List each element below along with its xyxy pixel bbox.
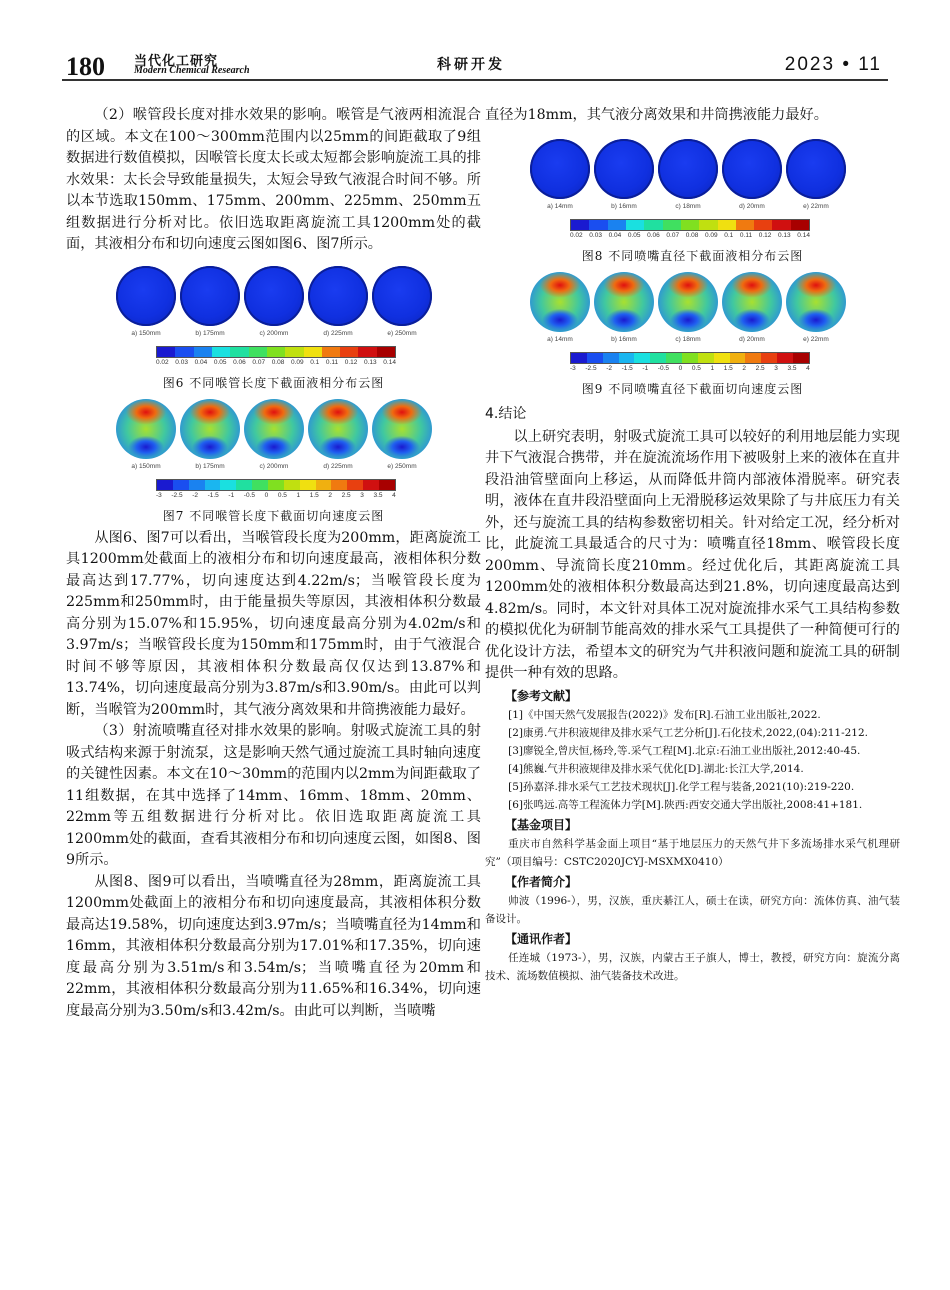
colorbar-swatch (285, 347, 303, 357)
colorbar-swatch (284, 480, 300, 490)
colorbar-tick-label: 1 (296, 491, 301, 499)
colorbar-swatch (589, 220, 607, 230)
colorbar-tick-label: -1.5 (207, 491, 219, 499)
paragraph: （2）喉管段长度对排水效果的影响。喉管是气液两相流混合的区域。本文在100～300mm范围内以25mm的间距截取了9组数据进行数值模拟，因喉管长度太长或太短都会影响旋流工具的排水效果：太长会导致能量损失，太短会导致气液混合时间不够。所以本节选取150mm、175mm、200mm、225mm、250mm五组数据进行分析对比。依旧选取距离旋流工具1200mm处的截面，其液相分布和切向速度云图如图6、图7所示。 (66, 107, 481, 252)
figure-caption: 图8 不同喷嘴直径下截面液相分布云图 (581, 248, 804, 263)
colorbar-tick-label: 0.05 (213, 358, 227, 366)
colorbar-swatch (736, 220, 754, 230)
liquid-contour (244, 266, 304, 326)
colorbar-tick-label: 0.02 (156, 358, 169, 366)
colorbar-labels (570, 232, 810, 239)
colorbar-strip (570, 352, 810, 364)
colorbar-swatch (189, 480, 205, 490)
paragraph: 以上研究表明，射吸式旋流工具可以较好的利用地层能力实现井下气液混合携带，并在旋流流场作用下被吸射上来的液体在直井段沿油管壁面向上移运，从而降低井筒内部液体滑脱率。研究表明，液体在直井段沿壁面向上无滑脱移运效果除了与井底压力有关外，还与旋流工具的结构参数密切相关。针对给定工况，经分析对比，此旋流工具最适合的尺寸为：喷嘴直径18mm、喉管段长度200mm、导流筒长度210mm。经过优化后，其距离旋流工具1200mm处的液相体积分数最高达到21.8%，切向速度最高达到4.82m/s。同时，本文针对具体工况对旋流排水采气工具结构参数的模拟优化为研制节能高效的排水采气工具提供了一种简便可行的优化设计方法，希望本文的研究为气井积液问题和旋流工具的研制提供一种有效的思路。 (485, 428, 900, 681)
colorbar-tick-label: -0.5 (243, 491, 255, 499)
colorbar-swatch (793, 353, 809, 363)
colorbar-tick-label: 0.13 (778, 231, 791, 239)
contour-row (66, 262, 481, 346)
colorbar-swatch (772, 220, 790, 230)
colorbar-swatch (175, 347, 193, 357)
velocity-contour (116, 399, 176, 459)
colorbar-tick-label: -2.5 (171, 491, 183, 499)
colorbar-swatch (745, 353, 761, 363)
colorbar-swatch (777, 353, 793, 363)
colorbar-swatch (236, 480, 252, 490)
contour-row (485, 135, 900, 219)
colorbar-swatch (316, 480, 332, 490)
colorbar-swatch (377, 347, 395, 357)
colorbar-tick-label: 0.12 (344, 358, 358, 366)
velocity-contour (594, 272, 654, 332)
colorbar-tick-label: -1.5 (621, 364, 633, 372)
subfigure-label: a) 14mm (547, 335, 573, 343)
colorbar-tick-label: 0.06 (233, 358, 246, 366)
right-column (485, 105, 900, 985)
colorbar-swatch (249, 347, 267, 357)
subfigure-label: c) 18mm (675, 335, 701, 343)
colorbar-tick-label: 0.1 (310, 358, 320, 366)
colorbar-tick-label: 0.13 (364, 358, 377, 366)
velocity-contour (244, 399, 304, 459)
colorbar-swatch (571, 220, 589, 230)
colorbar-tick-label: 2 (328, 491, 333, 499)
colorbar-swatch (267, 347, 285, 357)
colorbar-swatch (718, 220, 736, 230)
colorbar-tick-label: 0.09 (290, 358, 304, 366)
header-rule (62, 79, 888, 81)
colorbar-tick-label: 0.02 (570, 231, 583, 239)
reference-item: [2]康勇.气井积液规律及排水采气工艺分析[J].石化技术,2022,(04):211-212. (508, 726, 868, 739)
colorbar-tick-label: -1 (228, 491, 235, 499)
colorbar-strip (570, 219, 810, 231)
colorbar-swatch (358, 347, 376, 357)
author-text: 帅波（1996-），男，汉族，重庆綦江人，硕士在读，研究方向：流体仿真、油气装备设计。 (485, 894, 900, 925)
subfigure-label: e) 250mm (387, 329, 417, 337)
colorbar-swatch (157, 347, 175, 357)
subfigure-label: d) 225mm (323, 329, 353, 337)
colorbar-swatch (761, 353, 777, 363)
colorbar-swatch (754, 220, 772, 230)
subfigure-label: a) 14mm (547, 202, 573, 210)
paragraph: 从图6、图7可以看出，当喉管段长度为200mm，距离旋流工具1200mm处截面上的液相分布和切向速度最高，液相体积分数最高达到17.77%，切向速度达到4.22m/s；当喉管段长度为225mm和250mm时，由于能量损失等原因，其液相体积分数最高分别为15.07%和15.95%，切向速度最高分别为4.02m/s和3.97m/s；当喉管段长度为150mm和175mm时，由于气液混合时间不够等原因，其液相体积分数最高仅仅达到13.87%和13.74%，切向速度最高分别为3.87m/s和3.90m/s。由此可以判断，当喉管为200mm时，其气液分离效果和井筒携液能力最好。 (66, 529, 481, 718)
colorbar-tick-label: 0.03 (175, 358, 188, 366)
colorbar-swatch (347, 480, 363, 490)
colorbar-swatch (363, 480, 379, 490)
velocity-contour (308, 399, 368, 459)
colorbar-tick-label: 0.1 (724, 231, 734, 239)
colorbar-swatch (644, 220, 662, 230)
reference-item: [1]《中国天然气发展报告(2022)》发布[R].石油工业出版社,2022. (508, 708, 821, 721)
colorbar-tick-label: 0.04 (194, 358, 208, 366)
colorbar-tick-label: 0.03 (589, 231, 602, 239)
colorbar-swatch (252, 480, 268, 490)
colorbar-tick-label: 0 (678, 364, 683, 372)
colorbar-tick-label: 0.14 (383, 358, 396, 366)
colorbar-swatch (340, 347, 358, 357)
colorbar-swatch (698, 353, 714, 363)
subfigure-label: a) 150mm (131, 462, 161, 470)
subfigure-label: b) 16mm (611, 335, 637, 343)
liquid-contour (116, 266, 176, 326)
colorbar-swatch (331, 480, 347, 490)
colorbar-tick-label: 0.11 (739, 231, 753, 239)
colorbar-swatch (730, 353, 746, 363)
velocity-contour (372, 399, 432, 459)
colorbar-tick-label: 0.04 (608, 231, 622, 239)
colorbar-swatch (173, 480, 189, 490)
figure-9 (485, 268, 900, 397)
subfigure-label: e) 250mm (387, 462, 417, 470)
colorbar-swatch (212, 347, 230, 357)
colorbar-tick-label: 0.08 (271, 358, 285, 366)
section-name: 科研开发 (437, 57, 505, 73)
subfigure-label: c) 200mm (259, 462, 289, 470)
paragraph: 从图8、图9可以看出，当喷嘴直径为28mm，距离旋流工具1200mm处截面上的液相分布和切向速度最高，其液相体积分数最高达19.58%，切向速度达到3.97m/s；当喷嘴直径为14mm和16mm，其液相体积分数最高分别为17.01%和17.35%，切向速度最高分别为3.51m/s和3.54m/s；当喷嘴直径为20mm和22mm，其液相体积分数最高分别为11.65%和16.34%，切向速度最高分别为3.50m/s和3.42m/s。由此可以判断，当喷嘴 (66, 873, 481, 1019)
colorbar-swatch (322, 347, 340, 357)
colorbar-swatch (619, 353, 635, 363)
liquid-contour (308, 266, 368, 326)
colorbar-tick-label: 0.12 (758, 231, 772, 239)
colorbar-labels (156, 359, 396, 366)
colorbar-tick-label: 0.5 (277, 491, 287, 499)
velocity-contour (530, 272, 590, 332)
velocity-contour (722, 272, 782, 332)
colorbar-swatch (714, 353, 730, 363)
colorbar-tick-label: 0.08 (685, 231, 699, 239)
colorbar-tick-label: 0.11 (325, 358, 339, 366)
colorbar-swatch (791, 220, 809, 230)
subfigure-label: b) 16mm (611, 202, 637, 210)
colorbar-swatch (682, 353, 698, 363)
author-heading: 【作者简介】 (505, 874, 578, 889)
figure-caption: 图9 不同喷嘴直径下截面切向速度云图 (581, 381, 804, 396)
reference-item: [5]孙嘉泽.排水采气工艺技术现状[J].化学工程与装备,2021(10):219-220. (508, 780, 855, 793)
colorbar-tick-label: 4 (806, 364, 810, 372)
colorbar-swatch (194, 347, 212, 357)
paragraph: （3）射流喷嘴直径对排水效果的影响。射吸式旋流工具的射吸式结构来源于射流泵，这是影响天然气通过旋流工具时轴向速度的关键性因素。本文在10～30mm的范围内以2mm为间距截取了11组数据，在其中选择了14mm、16mm、18mm、20mm、22mm等五组数据进行分析对比。依旧选取距离旋流工具1200mm处的截面，查看其液相分布和切向速度云图，如图8、图9所示。 (66, 723, 481, 868)
figure-caption: 图7 不同喉管长度下截面切向速度云图 (162, 508, 385, 523)
fund-heading: 【基金项目】 (505, 817, 578, 832)
figure-6 (66, 262, 481, 391)
subfigure-label: c) 200mm (259, 329, 289, 337)
colorbar-swatch (230, 347, 248, 357)
colorbar-swatch (157, 480, 173, 490)
colorbar-swatch (205, 480, 221, 490)
fund-text: 重庆市自然科学基金面上项目“基于地层压力的天然气井下多流场排水采气机理研究”（项目编号：CSTC2020JCYJ-MSXMX0410） (485, 837, 900, 868)
colorbar-swatch (663, 220, 681, 230)
colorbar-swatch (379, 480, 395, 490)
colorbar-tick-label: 0.06 (647, 231, 660, 239)
colorbar-tick-label: 0.05 (627, 231, 641, 239)
subfigure-label: c) 18mm (675, 202, 701, 210)
left-column (66, 105, 481, 1022)
figure-8 (485, 135, 900, 264)
colorbar-swatch (634, 353, 650, 363)
liquid-contour (722, 139, 782, 199)
colorbar-tick-label: 3 (774, 364, 778, 372)
colorbar-tick-label: 0.09 (704, 231, 718, 239)
colorbar-tick-label: -1 (642, 364, 649, 372)
colorbar-tick-label: 0 (264, 491, 269, 499)
reference-item: [6]张鸣远.高等工程流体力学[M].陕西:西安交通大学出版社,2008:41+181. (508, 798, 863, 811)
liquid-contour (658, 139, 718, 199)
velocity-contour (786, 272, 846, 332)
colorbar-swatch (626, 220, 644, 230)
subfigure-label: d) 225mm (323, 462, 353, 470)
colorbar (156, 346, 396, 366)
colorbar-tick-label: 1.5 (309, 491, 319, 499)
references-heading: 【参考文献】 (505, 688, 578, 703)
colorbar-swatch (650, 353, 666, 363)
colorbar-tick-label: 3.5 (787, 364, 797, 372)
colorbar-tick-label: 0.07 (666, 231, 680, 239)
figure-caption: 图6 不同喉管长度下截面液相分布云图 (162, 375, 385, 390)
colorbar-swatch (603, 353, 619, 363)
colorbar-tick-label: 0.5 (691, 364, 701, 372)
colorbar-tick-label: 4 (392, 491, 396, 499)
section-heading: 4.结论 (485, 405, 527, 422)
contour-row (66, 395, 481, 479)
colorbar-tick-label: 3.5 (373, 491, 383, 499)
colorbar-labels (570, 365, 810, 372)
contour-row (485, 268, 900, 352)
colorbar-strip (156, 346, 396, 358)
colorbar-swatch (268, 480, 284, 490)
issue-date: 2023 • 11 (784, 54, 882, 75)
colorbar-swatch (220, 480, 236, 490)
colorbar-labels (156, 492, 396, 499)
subfigure-label: a) 150mm (131, 329, 161, 337)
colorbar-tick-label: 2.5 (341, 491, 351, 499)
colorbar-swatch (571, 353, 587, 363)
subfigure-label: b) 175mm (195, 462, 225, 470)
colorbar-tick-label: -2 (606, 364, 612, 372)
colorbar-swatch (666, 353, 682, 363)
colorbar-swatch (608, 220, 626, 230)
corresponding-author-text: 任连城（1973-），男，汉族，内蒙古王子旗人，博士，教授，研究方向：旋流分离技术、流场数值模拟、油气装备技术改进。 (485, 951, 900, 982)
corresponding-author-heading: 【通讯作者】 (505, 931, 578, 946)
colorbar-tick-label: 2.5 (755, 364, 765, 372)
colorbar-tick-label: -3 (570, 364, 576, 372)
subfigure-label: b) 175mm (195, 329, 225, 337)
subfigure-label: e) 22mm (803, 335, 829, 343)
colorbar-tick-label: 1.5 (723, 364, 733, 372)
subfigure-label: e) 22mm (803, 202, 829, 210)
colorbar-tick-label: 0.14 (797, 231, 810, 239)
liquid-contour (180, 266, 240, 326)
reference-item: [4]熊巍.气井积液规律及排水采气优化[D].湖北:长江大学,2014. (508, 762, 804, 775)
journal-title-en: Modern Chemical Research (134, 65, 250, 76)
colorbar-swatch (699, 220, 717, 230)
colorbar-swatch (300, 480, 316, 490)
subfigure-label: d) 20mm (739, 202, 765, 210)
colorbar-tick-label: 1 (710, 364, 715, 372)
colorbar-tick-label: 2 (742, 364, 747, 372)
colorbar-tick-label: 0.07 (252, 358, 266, 366)
colorbar-tick-label: -2.5 (585, 364, 597, 372)
colorbar (570, 352, 810, 372)
colorbar-swatch (304, 347, 322, 357)
liquid-contour (530, 139, 590, 199)
colorbar (156, 479, 396, 499)
paragraph: 直径为18mm，其气液分离效果和井筒携液能力最好。 (485, 107, 828, 123)
colorbar-tick-label: 3 (360, 491, 364, 499)
subfigure-label: d) 20mm (739, 335, 765, 343)
colorbar-tick-label: -3 (156, 491, 162, 499)
liquid-contour (786, 139, 846, 199)
colorbar (570, 219, 810, 239)
colorbar-strip (156, 479, 396, 491)
colorbar-swatch (681, 220, 699, 230)
liquid-contour (594, 139, 654, 199)
page-header (62, 48, 888, 81)
colorbar-swatch (587, 353, 603, 363)
velocity-contour (180, 399, 240, 459)
liquid-contour (372, 266, 432, 326)
journal-title-cn: 当代化工研究 (134, 54, 219, 69)
colorbar-tick-label: -2 (192, 491, 198, 499)
colorbar-tick-label: -0.5 (657, 364, 669, 372)
figure-7 (66, 395, 481, 524)
reference-item: [3]廖锐全,曾庆恒,杨玲,等.采气工程[M].北京:石油工业出版社,2012:40-45. (508, 744, 861, 757)
page-number: 180 (66, 52, 105, 81)
velocity-contour (658, 272, 718, 332)
